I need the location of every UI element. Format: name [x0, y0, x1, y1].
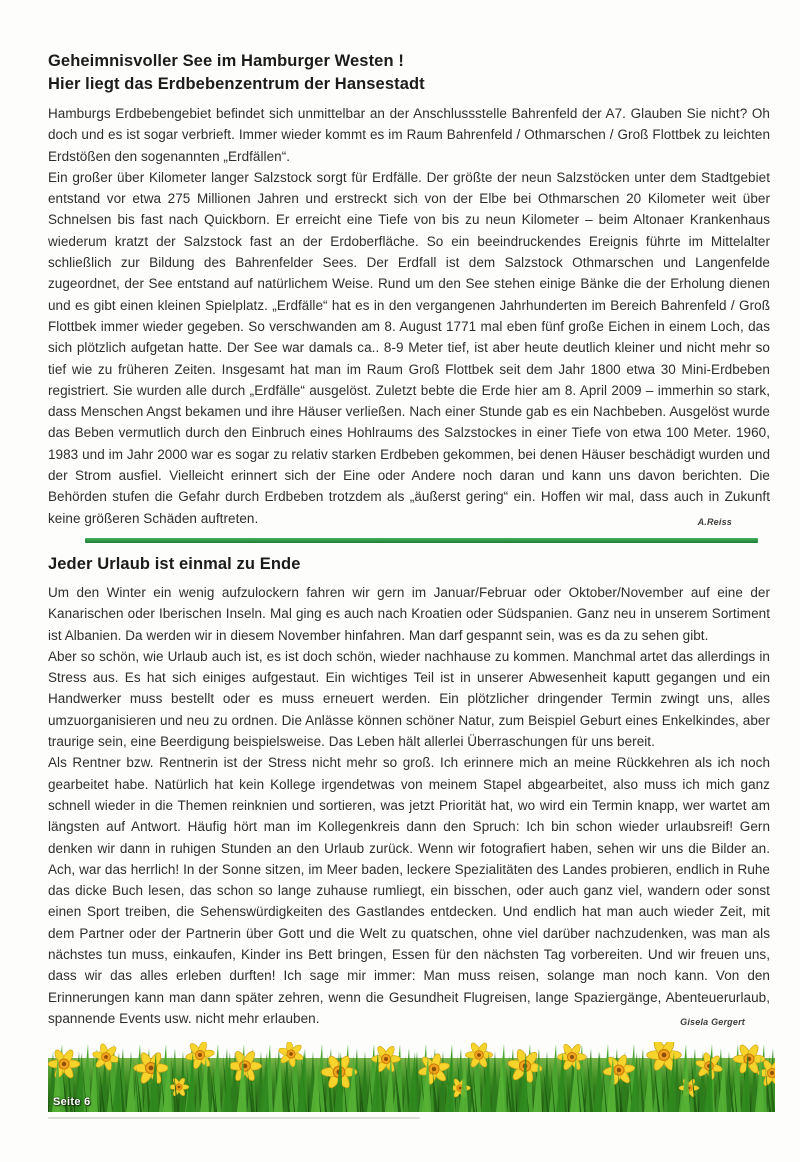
article-earthquake-paragraph-2: Ein großer über Kilometer langer Salzstock sorgt für Erdfälle. Der größte der neun Salzstöcken unter dem Stadtgebiet entstand vor etwa 275 Millionen Jahren und erstreckt sich von der Elbe bei Othmarschen 20 Kilometer weit über Schnelsen bis fast nach Quickborn. Er erreicht eine Tiefe von bis zu neun Kilometer – beim Altonaer Krankenhaus wiederum kratzt der Salzstock fast an der Erdoberfläche. So ein beeindruckendes Ereignis führte im Mittelalter schließlich zur Bildung des Bahrenfelder Sees. Der Erdfall ist dem Salzstock Othmarschen und Langenfelde zugeordnet, der See entstand auf natürlichem Weise. Rund um den See stehen einige Bänke die der Erholung dienen und es gibt einen kleinen Spielplatz. „Erdfälle“ hat es in den vergangenen Jahrhunderten im Bereich Bahrenfeld / Groß Flottbek immer wieder gegeben. So verschwanden am 8. August 1771 mal eben fünf große Eichen in einem Loch, das sich plötzlich aufgetan hatte. Der See war damals ca.. 8-9 Meter tief, ist aber heute deutlich kleiner und nicht mehr so tief wie zu früheren Zeiten. Insgesamt hat man im Raum Groß Flottbek seit dem Jahr 1800 etwa 30 Mini-Erdbeben registriert. Sie wurden alle durch „Erdfälle“ ausgelöst. Zuletzt bebte die Erde hier am 8. April 2009 – immerhin so stark, dass Menschen Angst bekamen und ihre Häuser verließen. Nach einer Stunde gab es ein Nachbeben. Ausgelöst wurde das Beben vermutlich durch den Einbruch eines Hohlraums des Salzstockes in einer Tiefe von etwa 100 Meter. 1960, 1983 und im Jahr 2000 war es sogar zu relativ starken Erdbeben gekommen, bei denen Häuser beschädigt wurden und der Strom ausfiel. Vielleicht erinnert sich der Eine oder Andere noch daran und kann uns davon berichten. Die Behörden stufen die Gefahr durch Erdbeben trotzdem als „äußerst gering“ ein. Hoffen wir mal, dass auch in Zukunft keine größeren Schäden auftreten. — [48, 169, 770, 526]
article-earthquake-title — [48, 50, 770, 96]
green-divider-rule — [85, 538, 758, 543]
daffodil-border-image — [48, 1042, 775, 1112]
article-vacation — [48, 553, 770, 1029]
article-earthquake-paragraph-2-wrap — [48, 167, 770, 529]
article-vacation-paragraph-2: Aber so schön, wie Urlaub auch ist, es ist doch schön, wieder nachhause zu kommen. Manchmal artet das allerdings in Stress aus. Es hat sich einiges aufgestaut. Ein wichtiges Teil ist in unserer Abwesenheit kaputt gegangen und ein Handwerker muss bestellt oder es muss erneuert werden. Ein plötzlicher dringender Termin zwingt uns, alles umzuorganisieren und neu zu ordnen. Die Anlässe können schöner Natur, zum Beispiel Geburt eines Enkelkindes, aber traurige sein, eine Beerdigung beispielsweise. Das Leben hält allerlei Überraschungen für uns bereit. — [48, 648, 770, 750]
daffodil-grass-illustration — [48, 1042, 775, 1112]
article-earthquake-paragraph-1: Hamburgs Erdbebengebiet befindet sich unmittelbar an der Anschlussstelle Bahrenfeld der A7. Glauben Sie nicht? Oh doch und es ist sogar verbrieft. Immer wieder kommt es im Raum Bahrenfeld / Othmarschen / Groß Flottbek zu leichten Erdstößen den sogenannten „Erdfällen“. — [48, 106, 770, 164]
article-vacation-paragraph-3: Als Rentner bzw. Rentnerin ist der Stress nicht mehr so groß. Ich erinnere mich an meine Rückkehren als ich noch gearbeitet habe. Natürlich hat kein Kollege irgendetwas von meinem Stapel abgearbeitet, also muss ich mich ganz schnell wieder in die Themen reinknien und sortieren, was jetzt Priorität hat, wo wird ein Termin knapp, wer wartet am längsten auf Antwort. Häufig hört man im Kollegenkreis dann den Spruch: Ich bin schon wieder urlaubsreif! Gern denken wir dann in ruhigen Stunden an den Urlaub zurück. Wenn wir fotografiert haben, sehen wir uns die Bilder an. Ach, war das herrlich! In der Sonne sitzen, im Meer baden, leckere Spezialitäten des Landes probieren, endlich in Ruhe das dicke Buch lesen, das schon so lange zuhause rumliegt, ein bisschen, oder auch ganz viel, wandern oder sonst einen Sport treiben, die Sehenswürdigkeiten des Gastlandes entdecken. Und endlich hat man auch wieder Zeit, mit dem Partner oder der Partnerin über Gott und die Welt zu quatschen, ohne viel darüber nachzudenken, was man als nächstes tun muss, einkaufen, Kinder ins Bett bringen, Essen für den nächsten Tag vorbereiten. Und wir freuen uns, dass wir das alles erleben durften! Ich sage mir immer: Man muss reisen, solange man noch kann. Von den Erinnerungen kann man dann später zehren, wenn die Gesundheit Flugreisen, lange Spaziergänge, Abenteuerurlaub, spannende Events usw. nicht mehr erlauben. — [48, 755, 770, 1026]
article-vacation-title: Jeder Urlaub ist einmal zu Ende — [48, 554, 301, 573]
article-earthquake-title-line1: Geheimnisvoller See im Hamburger Westen ! — [48, 52, 404, 70]
page-content — [48, 50, 770, 1029]
scan-shadow-line — [48, 1117, 420, 1119]
article-earthquake-author: A.Reiss — [697, 516, 732, 527]
page-number-label: Seite 6 — [53, 1096, 91, 1108]
article-earthquake — [48, 50, 770, 529]
article-vacation-author: Gisela Gergert — [680, 1017, 745, 1028]
article-earthquake-title-line2: Hier liegt das Erdbebenzentrum der Hansestadt — [48, 75, 425, 93]
article-vacation-paragraph-1: Um den Winter ein wenig aufzulockern fahren wir gern im Januar/Februar oder Oktober/November auf eine der Kanarischen oder Iberischen Inseln. Mal ging es auch nach Kroatien oder Südspanien. Ganz neu in unserem Sortiment ist Albanien. Da werden wir in diesem November hinfahren. Man darf gespannt sein, was es da zu sehen gibt. — [48, 584, 770, 643]
article-vacation-paragraph-3-wrap — [48, 752, 770, 1029]
